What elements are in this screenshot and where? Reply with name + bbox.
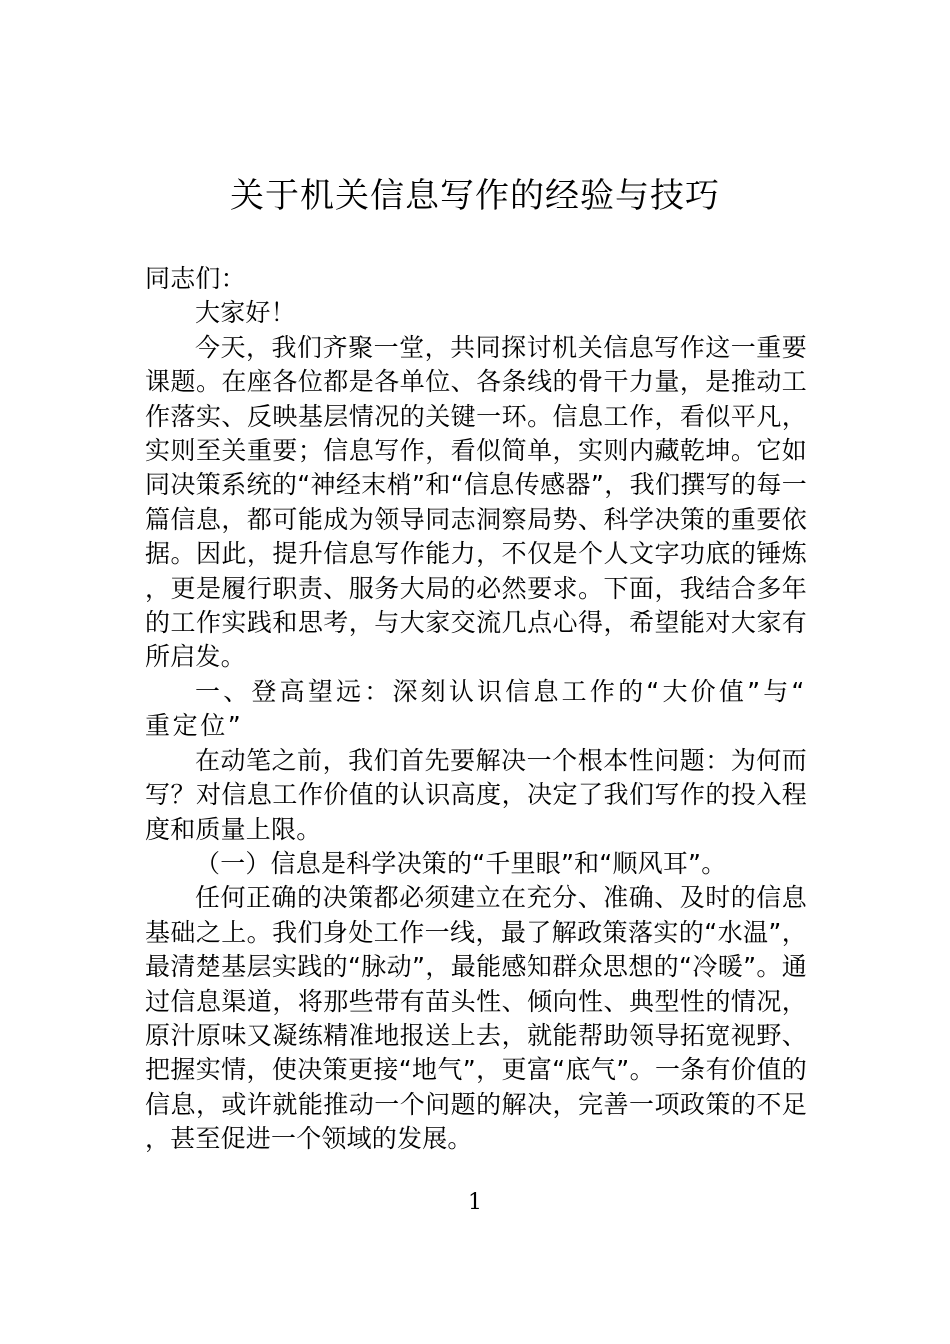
paragraph-intro: 今天，我们齐聚一堂，共同探讨机关信息写作这一重要课题。在座各位都是各单位、各条线的骨干力量，是推动工作落实、反映基层情况的关键一环。信息工作，看似平凡，实则至关重要；信息写作，看似简单，实则内藏乾坤。它如同决策系统的“神经末梢”和“信息传感器”，我们撰写的每一篇信息，都可能成为领导同志洞察局势、科学决策的重要依据。因此，提升信息写作能力，不仅是个人文字功底的锤炼，更是履行职责、服务大局的必然要求。下面，我结合多年的工作实践和思考，与大家交流几点心得，希望能对大家有所启发。: [145, 332, 807, 672]
subsection-heading-1: （一）信息是科学决策的“千里眼”和“顺风耳”。: [195, 848, 727, 878]
greeting: 大家好！: [195, 298, 296, 328]
document-title: 关于机关信息写作的经验与技巧: [230, 176, 720, 216]
section-heading-1: 一、登高望远：深刻认识信息工作的“大价值”与“重定位”: [145, 676, 807, 741]
document-body: [145, 262, 807, 1157]
paragraph-section-1: 在动笔之前，我们首先要解决一个根本性问题：为何而写？对信息工作价值的认识高度，决定了我们写作的投入程度和质量上限。: [145, 745, 807, 844]
salutation: 同志们：: [145, 264, 246, 293]
paragraph-subsection-1: 任何正确的决策都必须建立在充分、准确、及时的信息基础之上。我们身处工作一线，最了解政策落实的“水温”，最清楚基层实践的“脉动”，最能感知群众思想的“冷暖”。通过信息渠道，将那些带有苗头性、倾向性、典型性的情况，原汁原味又凝练精准地报送上去，就能帮助领导拓宽视野、把握实情，使决策更接“地气”，更富“底气”。一条有价值的信息，或许就能推动一个问题的解决，完善一项政策的不足，甚至促进一个领域的发展。: [145, 883, 807, 1154]
page-number: 1: [468, 1190, 482, 1215]
